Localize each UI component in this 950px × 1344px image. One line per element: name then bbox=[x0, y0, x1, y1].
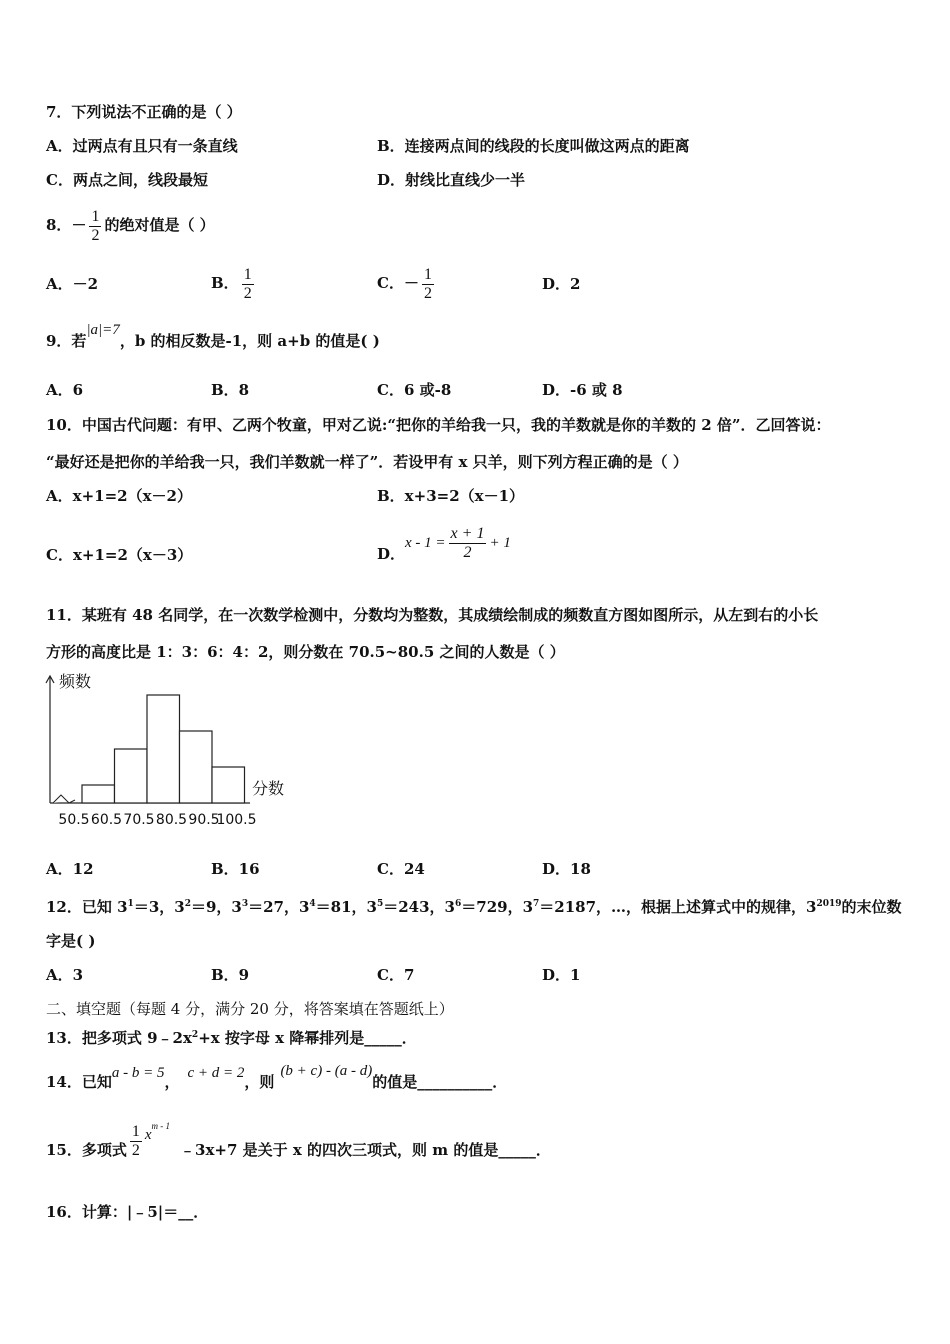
q12-option-a: A．3 bbox=[46, 966, 84, 984]
q8-option-a: A．－2 bbox=[46, 275, 99, 293]
q12-line2: 字是( ) bbox=[46, 932, 96, 950]
q9-option-a: A．6 bbox=[46, 381, 84, 399]
q12-text-part: ＝243，3 bbox=[383, 898, 455, 916]
histogram-tick-labels bbox=[58, 812, 256, 828]
histogram-tick-label: 50.5 bbox=[58, 812, 90, 828]
q12-powers bbox=[128, 898, 902, 916]
histogram-bar bbox=[180, 731, 213, 803]
q11-option-a: A．12 bbox=[46, 860, 94, 878]
q7-option-d: D．射线比直线少一半 bbox=[377, 171, 526, 189]
q10-option-d bbox=[377, 522, 511, 563]
q12-option-d: D．1 bbox=[542, 966, 581, 984]
q14-expr3: (b + c) - (a - d) bbox=[280, 1063, 373, 1079]
q12-exponent: 7 bbox=[533, 899, 540, 909]
histogram-tick-label: 70.5 bbox=[123, 812, 155, 828]
section2-title: 二、填空题（每题 4 分，满分 20 分，将答案填在答题纸上） bbox=[46, 1000, 454, 1018]
q9-option-c: C．6 或-8 bbox=[377, 381, 452, 399]
q12-text-part: ＝81，3 bbox=[315, 898, 377, 916]
q10-option-b: B．x+3=2（x－1） bbox=[377, 487, 525, 505]
q14-expr1: a - b = 5 bbox=[111, 1065, 165, 1081]
histogram-bar bbox=[147, 695, 180, 803]
q8-option-b-fraction: $\frac{1}{2}$ bbox=[243, 265, 252, 302]
q8-option-b bbox=[211, 263, 257, 303]
q14-expr2: c + d = 2 bbox=[187, 1065, 245, 1081]
q12-option-c: C．7 bbox=[377, 966, 415, 984]
q7-stem: 7．下列说法不正确的是（ ） bbox=[46, 103, 242, 121]
histogram-chart bbox=[40, 670, 310, 835]
q11-option-c: C．24 bbox=[377, 860, 425, 878]
histogram-bar bbox=[212, 767, 245, 803]
q11-option-d: D．18 bbox=[542, 860, 591, 878]
q8-minus: － bbox=[71, 216, 87, 234]
q12-text-part: 的末位数 bbox=[841, 898, 902, 916]
q12-exponent: 6 bbox=[455, 899, 462, 909]
histogram-bars bbox=[82, 695, 245, 803]
q8-stem bbox=[46, 205, 215, 245]
q14-suffix: 的值是__________． bbox=[372, 1073, 508, 1091]
q15-prefix: 15．多项式 bbox=[46, 1141, 127, 1159]
q12-text-part: ＝27，3 bbox=[248, 898, 310, 916]
q15-text bbox=[46, 1116, 551, 1181]
q8-option-d: D．2 bbox=[542, 275, 581, 293]
histogram-tick-label: 100.5 bbox=[216, 812, 257, 828]
q10-d-den: 2 bbox=[463, 543, 472, 561]
histogram-ylabel: 频数 bbox=[59, 672, 92, 691]
q15-fraction: $\frac{1}{2}$ bbox=[131, 1122, 140, 1159]
q12-exponent: 2019 bbox=[816, 899, 842, 909]
q9-option-d: D．-6 或 8 bbox=[542, 381, 623, 399]
q12-option-b: B．9 bbox=[211, 966, 250, 984]
q10-option-a: A．x+1=2（x－2） bbox=[46, 487, 192, 505]
axis-break-zigzag bbox=[53, 795, 75, 803]
q15-var: x bbox=[144, 1127, 152, 1143]
q9-prefix: 9．若 bbox=[46, 332, 87, 350]
q7-option-b: B．连接两点间的线段的长度叫做这两点的距离 bbox=[377, 137, 690, 155]
q14-text: 14．已知a - b = 5， c + d = 2，则(b + c) - (a - d)的值是__________． bbox=[46, 1063, 508, 1091]
q11-line2: 方形的高度比是 1：3：6：4：2，则分数在 70.5~80.5 之间的人数是（ ） bbox=[46, 643, 565, 661]
q10-d-lhs: x - 1 = bbox=[405, 535, 446, 551]
q10-d-fraction bbox=[449, 525, 487, 562]
q8-frac-den: 2 bbox=[91, 226, 100, 244]
q12-text-part: ＝729，3 bbox=[461, 898, 534, 916]
q8-option-c-label: C． bbox=[377, 274, 404, 292]
q12-line1 bbox=[46, 895, 902, 916]
q9-suffix: ，b 的相反数是-1，则 a+b 的值是( ) bbox=[119, 332, 380, 350]
histogram-bar bbox=[115, 749, 148, 803]
q11-option-b: B．16 bbox=[211, 860, 260, 878]
q10-d-rhs: + 1 bbox=[489, 535, 511, 551]
q9-option-b: B．8 bbox=[211, 381, 250, 399]
q8-option-c: C．－ $\frac{1}{2}$ bbox=[377, 265, 432, 302]
q10-line2: “最好还是把你的羊给我一只，我们羊数就一样了”．若设甲有 x 只羊，则下列方程正确的是（ ） bbox=[46, 453, 688, 471]
q15-suffix: ﹣3x+7 是关于 x 的四次三项式，则 m 的值是_____． bbox=[180, 1141, 551, 1159]
q10-d-num: x + 1 bbox=[450, 524, 485, 542]
q12-exponent: 5 bbox=[376, 899, 384, 909]
q8-stem-suffix: 的绝对值是（ ） bbox=[104, 216, 215, 234]
q13-text: 13．把多项式 $9﹣2x^2+x$ 按字母 x 降幂排列是_____． bbox=[46, 1029, 417, 1047]
q12-line1-start: 12．已知 3 bbox=[46, 898, 128, 916]
q12-exponent: 2 bbox=[184, 899, 191, 909]
q8-option-c-fraction: $\frac{1}{2}$ bbox=[423, 265, 432, 302]
q12-exponent: 4 bbox=[309, 899, 316, 909]
histogram-tick-label: 90.5 bbox=[188, 812, 220, 828]
q11-line1: 11．某班有 48 名同学，在一次数学检测中，分数均为整数，其成绩绘制成的频数直方图如图所示，从左到右的小长 bbox=[46, 606, 819, 624]
q12-text-part: ＝3，3 bbox=[133, 898, 185, 916]
q7-option-a: A．过两点有且只有一条直线 bbox=[46, 137, 238, 155]
q16-text: 16．计算：|﹣5|＝__． bbox=[46, 1203, 209, 1221]
q8-fraction bbox=[89, 208, 101, 245]
histogram-tick-label: 80.5 bbox=[155, 812, 188, 828]
q8-frac-num: 1 bbox=[91, 207, 100, 225]
q15-exp: m - 1 bbox=[151, 1121, 171, 1131]
q10-option-c: C．x+1=2（x－3） bbox=[46, 546, 193, 564]
q7-option-c: C．两点之间，线段最短 bbox=[46, 171, 208, 189]
q12-text-part: ＝2187，…，根据上述算式中的规律，3 bbox=[539, 898, 817, 916]
q9-stem bbox=[46, 321, 380, 362]
histogram-xlabel: 分数 bbox=[252, 779, 285, 798]
q8-option-b-label: B． bbox=[211, 274, 239, 292]
q9-expr: |a|=7 bbox=[86, 322, 120, 338]
q10-option-d-label: D． bbox=[377, 545, 406, 563]
q12-exponent: 3 bbox=[241, 899, 249, 909]
q12-text-part: ＝9，3 bbox=[190, 898, 242, 916]
q12-exponent: 1 bbox=[127, 899, 134, 909]
q10-line1: 10．中国古代问题：有甲、乙两个牧童，甲对乙说:“把你的羊给我一只，我的羊数就是你的羊数的 2 倍”．乙回答说： bbox=[46, 416, 831, 434]
q8-prefix: 8． bbox=[46, 216, 72, 234]
histogram-bar bbox=[82, 785, 115, 803]
q14-prefix: 14．已知 bbox=[46, 1073, 112, 1091]
histogram-tick-label: 60.5 bbox=[90, 812, 123, 828]
